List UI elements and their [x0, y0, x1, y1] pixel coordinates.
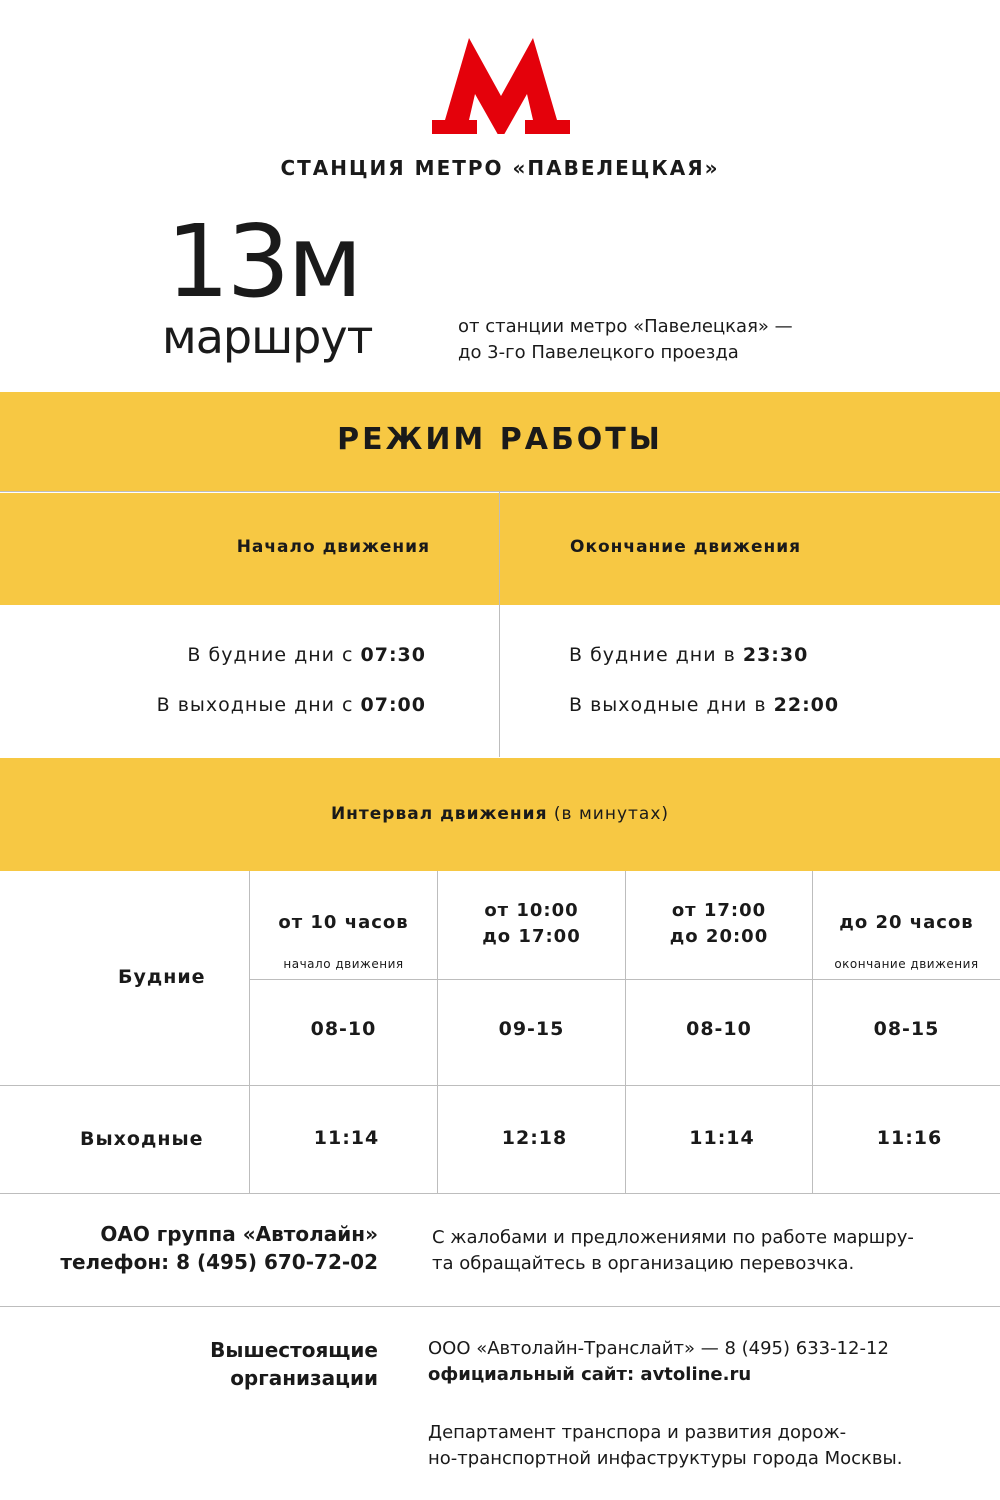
parent-org-site: официальный сайт: avtoline.ru — [428, 1364, 752, 1385]
route-desc-line1: от станции метро «Павелецкая» — — [458, 316, 793, 337]
carrier-name: ОАО группа «Автолайн» — [100, 1222, 378, 1246]
route-number: 13м — [166, 203, 360, 320]
route-desc-line2: до 3-го Павелецкого проезда — [458, 342, 739, 363]
weekend-label: Выходные — [80, 1128, 204, 1150]
period-4-note: окончание движения — [834, 957, 979, 971]
parent-org-name: ООО «Автолайн-Транслайт» — 8 (495) 633-12-12 — [428, 1338, 889, 1359]
complaints-text: С жалобами и предложениями по работе маршру- та обращайтесь в организацию перевозчка. — [432, 1227, 914, 1274]
end-weekend: В выходные дни в 22:00 — [569, 694, 840, 716]
divider — [0, 1085, 1000, 1086]
parent-org-info — [428, 1336, 889, 1388]
weekday-value: 08-15 — [873, 1018, 940, 1040]
route-description — [458, 314, 793, 366]
metro-logo-icon — [432, 38, 570, 134]
start-weekday: В будние дни с 07:30 — [187, 644, 426, 666]
end-header: Окончание движения — [570, 537, 802, 557]
start-weekend: В выходные дни с 07:00 — [156, 694, 426, 716]
start-header: Начало движения — [236, 537, 430, 557]
weekend-value: 12:18 — [501, 1127, 568, 1149]
route-word: маршрут — [162, 310, 373, 364]
divider — [0, 1193, 1000, 1194]
schedule-title: РЕЖИМ РАБОТЫ — [337, 422, 663, 457]
divider — [249, 979, 1000, 980]
weekday-label: Будние — [118, 966, 206, 988]
weekend-value: 11:14 — [689, 1127, 755, 1149]
department-text: Департамент транспора и развития дорож- но-транспортной инфаструктуры города Москвы. — [428, 1422, 903, 1469]
carrier-info — [0, 1220, 378, 1276]
carrier-phone: телефон: 8 (495) 670-72-02 — [60, 1250, 378, 1274]
divider — [0, 491, 1000, 492]
weekday-value: 08-10 — [310, 1018, 377, 1040]
period-4: до 20 часов — [839, 912, 974, 933]
weekday-value: 08-10 — [686, 1018, 752, 1040]
weekend-value: 11:16 — [876, 1127, 943, 1149]
end-weekday: В будние дни в 23:30 — [569, 644, 809, 666]
period-2: от 10:00 до 17:00 — [482, 900, 581, 947]
divider — [0, 1306, 1000, 1307]
period-1-note: начало движения — [283, 957, 404, 971]
weekend-value: 11:14 — [313, 1127, 380, 1149]
period-3: от 17:00 до 20:00 — [669, 900, 769, 947]
period-1: от 10 часов — [278, 912, 409, 933]
weekday-value: 09-15 — [498, 1018, 565, 1040]
station-title: СТАНЦИЯ МЕТРО «ПАВЕЛЕЦКАЯ» — [280, 156, 720, 180]
divider — [499, 491, 500, 757]
parent-orgs-label: Вышестоящие организации — [210, 1338, 378, 1390]
interval-header: Интервал движения (в минутах) — [330, 804, 670, 824]
